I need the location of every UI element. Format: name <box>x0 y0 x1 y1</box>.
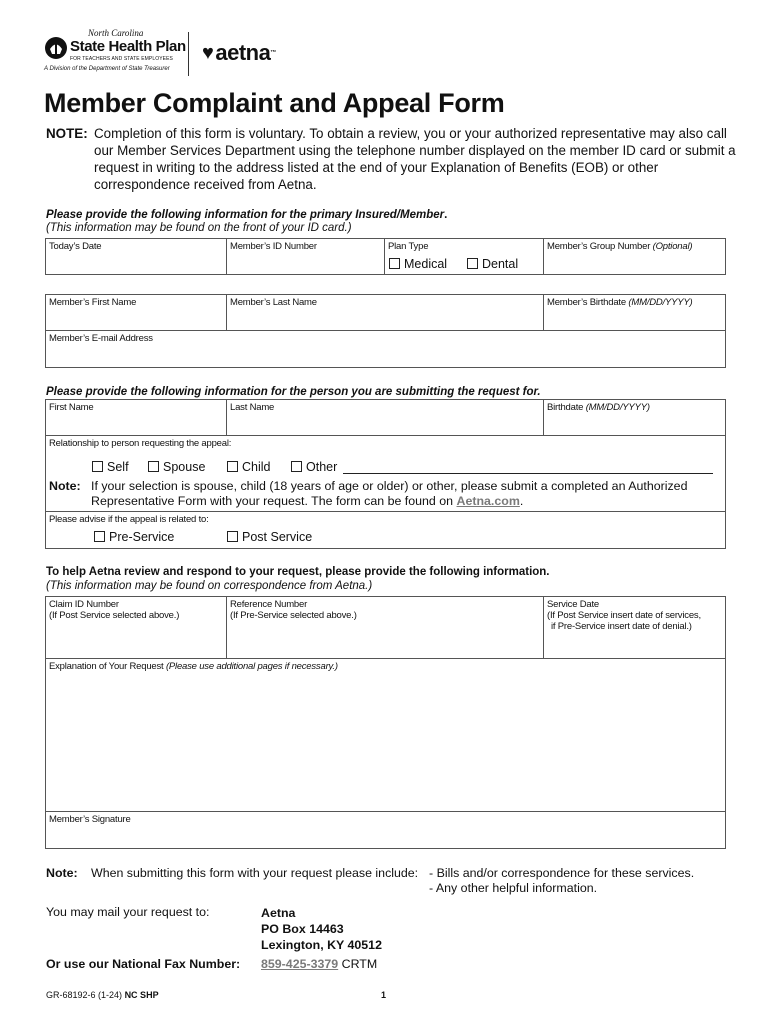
ncshp-tagline: FOR TEACHERS AND STATE EMPLOYEES <box>70 56 173 62</box>
relationship-spouse-checkbox[interactable]: Spouse <box>148 460 205 474</box>
group-number-field[interactable]: Member’s Group Number (Optional) <box>543 238 726 275</box>
claim-id-field[interactable]: Claim ID Number (If Post Service selected above.) <box>45 596 227 659</box>
member-email-field[interactable]: Member’s E-mail Address <box>45 330 726 368</box>
nc-state-health-plan-logo <box>44 28 194 80</box>
section1-sub: (This information may be found on the front of your ID card.) <box>46 222 352 234</box>
ncshp-script: North Carolina <box>88 28 144 38</box>
section2-heading: Please provide the following information for the person you are submitting the request for. <box>46 386 541 398</box>
checkbox-icon <box>389 258 400 269</box>
page-title: Member Complaint and Appeal Form <box>44 88 505 118</box>
checkbox-icon <box>227 531 238 542</box>
checkbox-icon <box>148 461 159 472</box>
logo-divider <box>188 32 189 76</box>
aetna-logo: ♥ aetna ™ <box>202 40 276 65</box>
pre-service-checkbox[interactable]: Pre-Service <box>94 530 174 544</box>
member-last-name-field[interactable]: Member’s Last Name <box>226 294 544 331</box>
other-input-line[interactable] <box>343 473 713 474</box>
post-service-checkbox[interactable]: Post Service <box>227 530 312 544</box>
fax-number: 859-425-3379 CRTM <box>261 957 378 971</box>
relationship-self-checkbox[interactable]: Self <box>92 460 129 474</box>
fax-number-link[interactable]: 859-425-3379 <box>261 957 339 971</box>
form-code: GR-68192-6 (1-24) NC SHP <box>46 990 159 1000</box>
footer-bullet-1: - Bills and/or correspondence for these services. <box>429 866 695 880</box>
service-date-field[interactable]: Service Date (If Post Service insert date of services, if Pre-Service insert date of denial.) <box>543 596 726 659</box>
member-birthdate-field[interactable]: Member’s Birthdate (MM/DD/YYYY) <box>543 294 726 331</box>
checkbox-icon <box>467 258 478 269</box>
appeal-related-box: Please advise if the appeal is related to: <box>45 511 726 549</box>
note-text: Completion of this form is voluntary. To obtain a review, you or your authorized representative may also call our Member Services Department using the telephone number displayed on the member ID card or submit a request in writing to the address listed at the end of your Explanation of Benefits (EOB) or other correspondence received from Aetna. <box>94 126 736 192</box>
aetna-link[interactable]: Aetna.com <box>456 494 520 508</box>
relationship-child-checkbox[interactable]: Child <box>227 460 271 474</box>
section3-heading: To help Aetna review and respond to your request, please provide the following information. <box>46 566 550 578</box>
section1-heading: Please provide the following information for the primary Insured/Member. <box>46 209 448 221</box>
section3-sub: (This information may be found on correspondence from Aetna.) <box>46 580 373 592</box>
mail-address: Aetna PO Box 14463 Lexington, KY 40512 <box>261 906 382 952</box>
todays-date-field[interactable]: Today’s Date <box>45 238 227 275</box>
footer-bullet-2: - Any other helpful information. <box>429 881 598 895</box>
birthdate-field[interactable]: Birthdate (MM/DD/YYYY) <box>543 399 726 436</box>
plan-medical-checkbox[interactable]: Medical <box>389 257 447 271</box>
member-id-field[interactable]: Member’s ID Number <box>226 238 385 275</box>
heart-icon: ♥ <box>202 41 214 64</box>
relationship-box: Relationship to person requesting the appeal: <box>45 435 726 512</box>
footer-note-label: Note: <box>46 866 78 880</box>
first-name-field[interactable]: First Name <box>45 399 227 436</box>
plan-type-field: Plan Type <box>384 238 544 275</box>
checkbox-icon <box>227 461 238 472</box>
page-number: 1 <box>381 990 387 1000</box>
checkbox-icon <box>92 461 103 472</box>
ncshp-name: State Health Plan <box>70 38 186 55</box>
footer-note-text: When submitting this form with your request please include: <box>91 866 419 880</box>
explanation-field[interactable]: Explanation of Your Request (Please use additional pages if necessary.) <box>45 658 726 812</box>
member-first-name-field[interactable]: Member’s First Name <box>45 294 227 331</box>
plan-dental-checkbox[interactable]: Dental <box>467 257 518 271</box>
note-block <box>46 125 736 193</box>
relationship-other-checkbox[interactable]: Other <box>291 460 337 474</box>
note-label: NOTE: <box>46 126 88 141</box>
last-name-field[interactable]: Last Name <box>226 399 544 436</box>
reference-number-field[interactable]: Reference Number (If Pre-Service selected above.) <box>226 596 544 659</box>
ncshp-division: A Division of the Department of State Treasurer <box>44 66 170 72</box>
checkbox-icon <box>94 531 105 542</box>
fax-label: Or use our National Fax Number: <box>46 957 241 971</box>
checkbox-icon <box>291 461 302 472</box>
nc-shp-emblem-icon <box>44 36 68 60</box>
mail-label: You may mail your request to: <box>46 905 210 919</box>
relationship-note: Note: If your selection is spouse, child (18 years of age or older) or other, please submit a completed an Authorized Representative Form with your request. The form can be found on Aetna.com. <box>49 479 688 508</box>
member-signature-field[interactable]: Member’s Signature <box>45 811 726 849</box>
